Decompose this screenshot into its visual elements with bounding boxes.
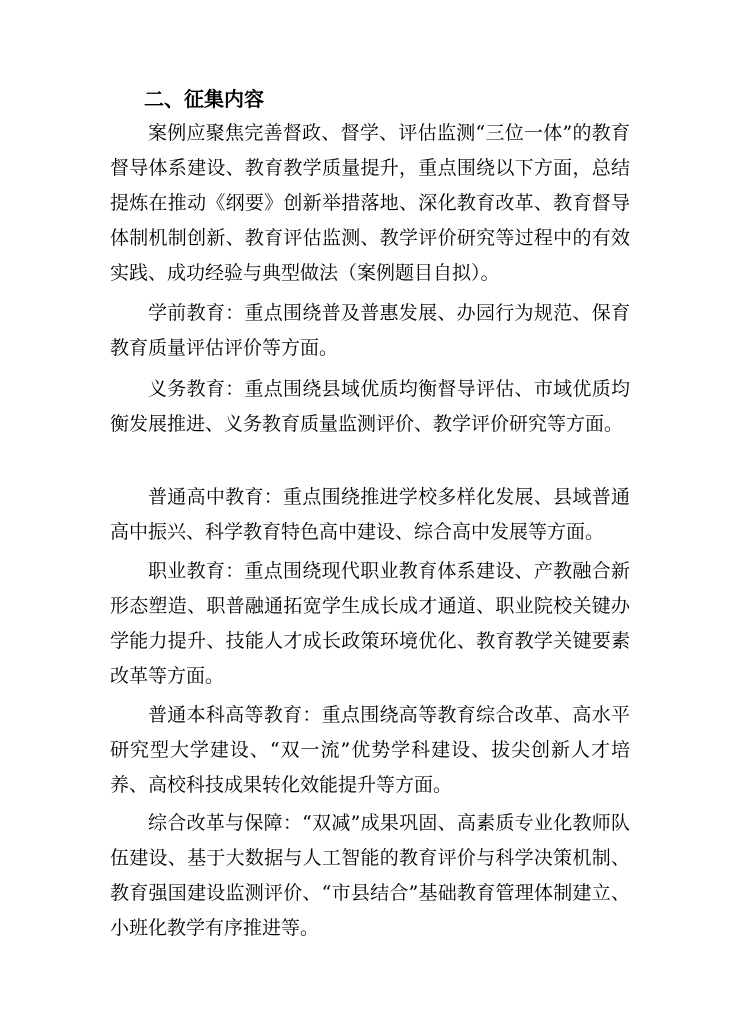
paragraph-overview: 案例应聚焦完善督政、督学、评估监测“三位一体”的教育督导体系建设、教育教学质量提升，重点围绕以下方面，总结提炼在推动《纲要》创新举措落地、深化教育改革、教育督导体制机制创新、教育评估监测、教学评价研究等过程中的有效实践、成功经验与典型做法（案例题目自拟）。 <box>110 122 630 284</box>
paragraph-vocational: 职业教育：重点围绕现代职业教育体系建设、产教融合新形态塑造、职普融通拓宽学生成长成才通道、职业院校关键办学能力提升、技能人才成长政策环境优化、教育教学关键要素改革等方面。 <box>110 560 630 687</box>
paragraph-preschool: 学前教育：重点围绕普及普惠发展、办园行为规范、保育教育质量评估评价等方面。 <box>110 302 630 359</box>
paragraph-higher-education: 普通本科高等教育：重点围绕高等教育综合改革、高水平研究型大学建设、“双一流”优势学科建设、拔尖创新人才培养、高校科技成果转化效能提升等方面。 <box>110 704 630 796</box>
paragraph-high-school: 普通高中教育：重点围绕推进学校多样化发展、县域普通高中振兴、科学教育特色高中建设、综合高中发展等方面。 <box>110 486 630 543</box>
paragraph-reform-support: 综合改革与保障：“双减”成果巩固、高素质专业化教师队伍建设、基于大数据与人工智能的教育评价与科学决策机制、教育强国建设监测评价、“市县结合”基础教育管理体制建立、小班化教学有序推进等。 <box>110 812 630 939</box>
section-heading: 二、征集内容 <box>144 87 264 111</box>
paragraph-compulsory: 义务教育：重点围绕县域优质均衡督导评估、市域优质均衡发展推进、义务教育质量监测评价、教学评价研究等方面。 <box>110 378 630 435</box>
